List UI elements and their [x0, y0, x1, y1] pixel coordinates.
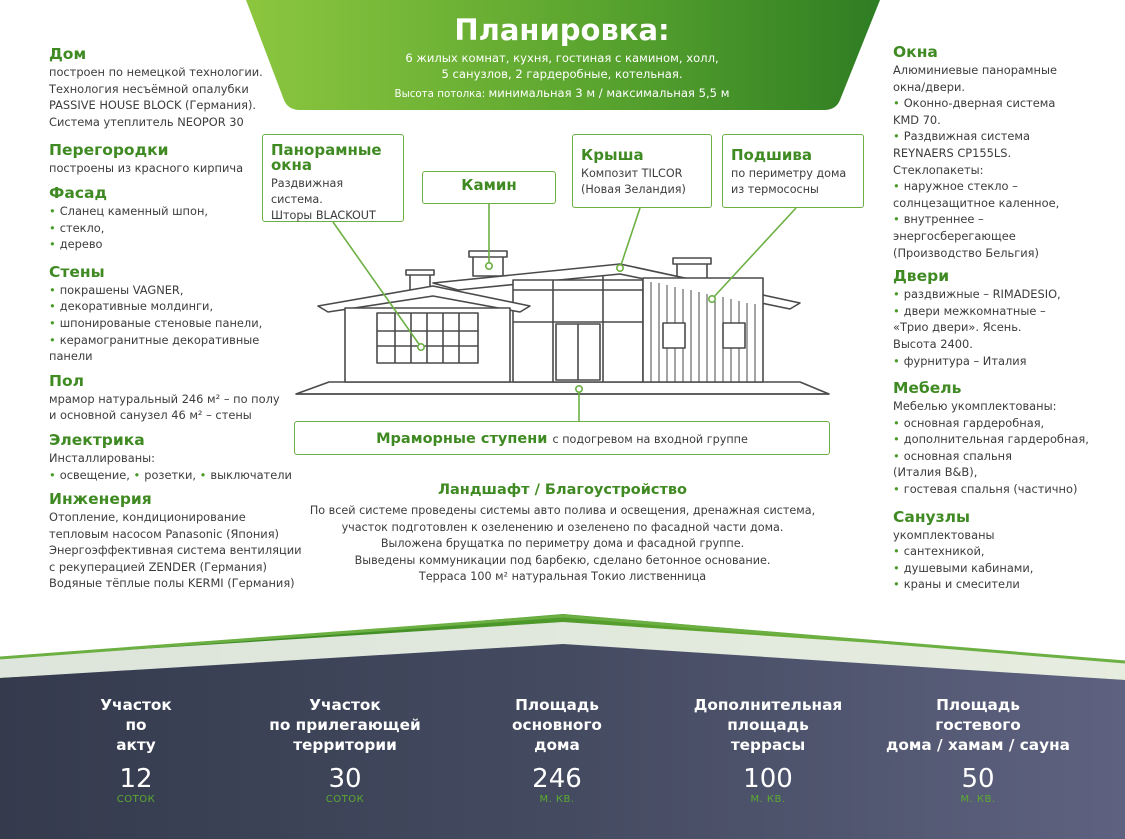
spec-line: укомплектованы	[893, 527, 995, 542]
stat-adjacent-plot	[245, 695, 445, 806]
section-partitions-title: Перегородки	[49, 141, 169, 160]
spec-item: • дерево	[49, 236, 299, 253]
spec-line: Энергоэффективная система вентиляции	[49, 543, 302, 558]
callout-line: Композит TILCOR	[581, 167, 683, 180]
stat-label-line: дома	[534, 736, 580, 754]
spec-line: солнцезащитное каленное,	[893, 195, 1060, 210]
spec-line: тепловым насосом Panasonic (Япония)	[49, 526, 279, 541]
landscape-line: По всей системе проведены системы авто полива и освещения, дренажная система,	[309, 504, 816, 517]
spec-line: (Производство Бельгия)	[893, 245, 1039, 260]
stat-label-line: террасы	[730, 736, 806, 754]
callout-line: с подогревом на входной группе	[552, 433, 748, 446]
stat-unit: М. КВ.	[960, 794, 996, 805]
stat-terrace-area	[668, 695, 868, 806]
ceiling-height-value: минимальная 3 м / максимальная 5,5 м	[488, 86, 730, 100]
callout-line: Раздвижная система.	[271, 177, 344, 206]
spec-item: • декоративные молдинги,	[49, 298, 299, 315]
spec-line: KMD 70.	[893, 112, 941, 127]
spec-item: • внутреннее –	[893, 211, 1108, 228]
spec-item: • основная гардеробная,	[893, 415, 1108, 432]
callout-panoramic-windows	[262, 134, 404, 222]
section-floor-title: Пол	[49, 371, 84, 390]
spec-item: • двери межкомнатные –	[893, 303, 1108, 320]
callout-title: окна	[271, 156, 312, 174]
section-electric-title: Электрика	[49, 430, 145, 449]
section-engineering-title: Инженерия	[49, 490, 152, 509]
callout-title: Крыша	[581, 146, 644, 164]
page-title: Планировка:	[454, 13, 670, 47]
spec-line: Инсталлированы:	[49, 450, 155, 465]
spec-line: Высота 2400.	[893, 336, 973, 351]
callout-marble-steps	[294, 421, 830, 455]
callout-title: Панорамные	[271, 141, 382, 159]
landscape-title: Ландшафт / Благоустройство	[437, 482, 687, 498]
callout-roof	[572, 134, 712, 208]
stat-label-line: основного	[512, 716, 602, 734]
stat-label-line: Площадь	[936, 696, 1020, 714]
section-facade-title: Фасад	[49, 183, 107, 202]
spec-item: • Сланец каменный шпон,	[49, 203, 299, 220]
spec-line: PASSIVE HOUSE BLOCK (Германия).	[49, 98, 257, 113]
stat-value: 246	[532, 764, 582, 794]
spec-item: • дополнительная гардеробная,	[893, 431, 1108, 448]
spec-line: Мебелью укомплектованы:	[893, 399, 1057, 414]
stat-label-line: Дополнительная	[693, 696, 843, 714]
spec-line: Отопление, кондиционирование	[49, 510, 246, 525]
spec-item: • гостевая спальня (частично)	[893, 481, 1108, 498]
stat-label	[878, 695, 1078, 755]
spec-item: • Оконно-дверная система	[893, 95, 1108, 112]
ceiling-height-label: Высота потолка:	[394, 88, 486, 100]
callout-line: из термососны	[731, 183, 819, 196]
section-bath-title: Санузлы	[893, 507, 971, 526]
landscape-block	[300, 480, 825, 586]
stat-label-line: дома / хамам / сауна	[886, 736, 1070, 754]
spec-line: «Трио двери». Ясень.	[893, 320, 1022, 335]
section-furniture-title: Мебель	[893, 379, 962, 398]
section-windows-title: Окна	[893, 43, 938, 61]
stat-unit: М. КВ.	[750, 794, 786, 805]
stat-unit: М. КВ.	[539, 794, 575, 805]
callout-title: Мраморные ступени	[376, 431, 548, 447]
callout-line: Шторы BLACKOUT	[271, 209, 376, 222]
spec-line: (Италия B&B),	[893, 465, 978, 480]
spec-item: • душевыми кабинами,	[893, 560, 1108, 577]
stat-plot-by-act	[36, 695, 236, 806]
landscape-line: Терраса 100 м² натуральная Токио лиственница	[418, 570, 707, 584]
callout-line: (Новая Зеландия)	[581, 183, 686, 196]
spec-item: • освещение,	[49, 468, 130, 482]
stat-value: 100	[743, 764, 793, 794]
spec-line: Система утеплитель NEOPOR 30	[49, 114, 244, 129]
stat-label-line: территории	[293, 736, 397, 754]
stat-label	[36, 695, 236, 755]
landscape-line: Выведены коммуникации под барбекю, сделано бетонное основание.	[354, 553, 771, 567]
spec-item: • раздвижные – RIMADESIO,	[893, 286, 1108, 303]
spec-item: • краны и смесители	[893, 576, 1108, 593]
spec-line: Алюминиевые панорамные	[893, 63, 1057, 77]
spec-line: построен по немецкой технологии.	[49, 65, 263, 79]
spec-line: панели	[49, 349, 93, 364]
spec-item: • покрашены VAGNER,	[49, 282, 299, 299]
spec-item: • наружное стекло –	[893, 178, 1108, 195]
callout-fireplace	[422, 171, 556, 204]
spec-line: построены из красного кирпича	[49, 161, 244, 176]
stat-main-house-area	[457, 695, 657, 806]
callout-line: по периметру дома	[731, 167, 847, 180]
spec-line: REYNAERS CP155LS.	[893, 145, 1012, 160]
stat-guest-house-area	[878, 695, 1078, 806]
stat-label-line: по	[125, 716, 147, 734]
stat-unit: СОТОК	[325, 794, 365, 805]
spec-item: • сантехникой,	[893, 543, 1108, 560]
stat-value: 50	[961, 764, 995, 794]
stat-label-line: Участок	[100, 696, 172, 714]
spec-line: Технология несъёмной опалубки	[49, 81, 249, 96]
stat-value: 12	[119, 764, 153, 794]
section-house-title: Дом	[49, 45, 87, 63]
spec-line: Стеклопакеты:	[893, 162, 984, 177]
stat-label	[457, 695, 657, 755]
spec-item: • керамогранитные декоративные	[49, 332, 299, 349]
stat-label-line: Площадь	[515, 696, 599, 714]
stat-label-line: акту	[116, 736, 156, 754]
spec-item: • выключатели	[200, 468, 292, 482]
stat-value: 30	[328, 764, 362, 794]
spec-item: • основная спальня	[893, 448, 1108, 465]
spec-item: • стекло,	[49, 220, 299, 237]
stat-unit: СОТОК	[116, 794, 156, 805]
spec-line: Водяные тёплые полы KERMI (Германия)	[49, 576, 295, 591]
landscape-line: участок подготовлен к озеленению и озеленено по фасадной части дома.	[341, 520, 784, 534]
stat-label	[245, 695, 445, 755]
spec-line: энергосберегающее	[893, 228, 1016, 243]
callout-soffit	[722, 134, 864, 208]
spec-line: окна/двери.	[893, 79, 965, 94]
landscape-line: Выложена брущатка по периметру дома и фасадной группе.	[380, 537, 745, 551]
section-walls-title: Стены	[49, 262, 105, 281]
spec-item: • фурнитура – Италия	[893, 353, 1108, 370]
stat-label-line: по прилегающей	[269, 716, 421, 734]
layout-desc-line: 5 санузлов, 2 гардеробные, котельная.	[441, 67, 683, 81]
spec-item: • шпонированые стеновые панели,	[49, 315, 299, 332]
stat-label-line: гостевого	[935, 716, 1021, 734]
spec-item: • Раздвижная система	[893, 128, 1108, 145]
callout-title: Подшива	[731, 146, 813, 164]
stat-label-line: Участок	[309, 696, 381, 714]
spec-line: мрамор натуральный 246 м² – по полу	[49, 391, 280, 406]
callout-title: Камин	[461, 176, 517, 194]
layout-desc-line: 6 жилых комнат, кухня, гостиная с камином, холл,	[405, 51, 719, 65]
spec-line: и основной санузел 46 м² – стены	[49, 408, 252, 423]
section-doors-title: Двери	[893, 267, 950, 286]
spec-line: с рекуперацией ZENDER (Германия)	[49, 559, 267, 574]
spec-item: • розетки,	[134, 468, 197, 482]
stat-label	[668, 695, 868, 755]
stat-label-line: площадь	[727, 716, 809, 734]
